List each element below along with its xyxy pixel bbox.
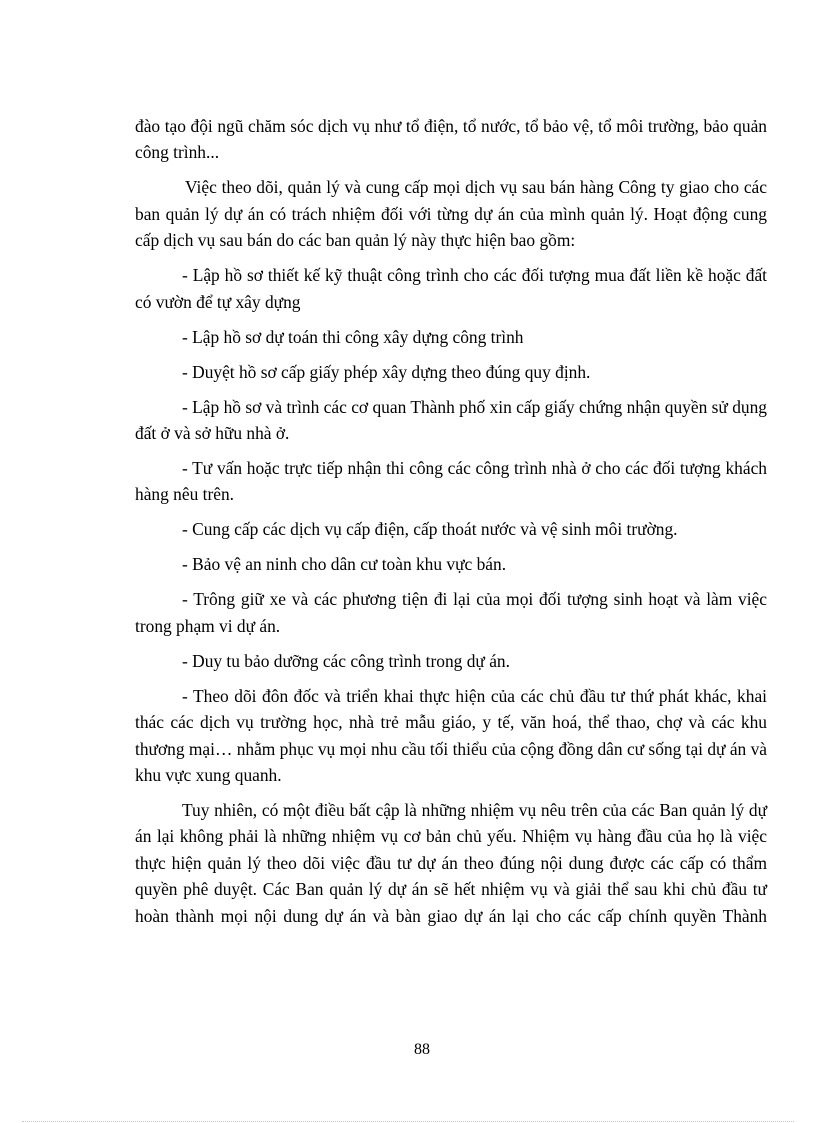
list-item-construction-consulting: - Tư vấn hoặc trực tiếp nhận thi công các công trình nhà ở cho các đối tượng khách hàng nêu trên. bbox=[135, 458, 767, 505]
page-number: 88 bbox=[414, 1041, 430, 1058]
list-item-land-certificate: - Lập hồ sơ và trình các cơ quan Thành phố xin cấp giấy chứng nhận quyền sử dụng đất ở và sở hữu nhà ở. bbox=[135, 396, 767, 444]
list-item-maintenance: - Duy tu bảo dưỡng các công trình trong dự án. bbox=[182, 650, 510, 671]
list-item-utilities: - Cung cấp các dịch vụ cấp điện, cấp thoát nước và vệ sinh môi trường. bbox=[182, 519, 678, 540]
paragraph-however: Tuy nhiên, có một điều bất cập là những nhiệm vụ nêu trên của các Ban quản lý dự án lại không phải là những nhiệm vụ cơ bản chủ yếu. Nhiệm vụ hàng đầu của họ là việc thực hiện quản lý theo dõi việc đầu tư dự án theo đúng nội dung được các cấp có thẩm quyền phê duyệt. Các Ban quản lý dự án sẽ hết nhiệm vụ và giải thể sau khi chủ đầu tư hoàn thành mọi nội dung dự án và bàn giao dự án lại cho các cấp chính quyền Thành bbox=[135, 800, 767, 926]
document-body bbox=[135, 113, 767, 938]
paragraph-after-sales-service: Việc theo dõi, quản lý và cung cấp mọi dịch vụ sau bán hàng Công ty giao cho các ban quản lý dự án có trách nhiệm đối với từng dự án của mình quản lý. Hoạt động cung cấp dịch vụ sau bán do các ban quản lý này thực hiện bao gồm: bbox=[135, 177, 767, 251]
paragraph-continuation: đào tạo đội ngũ chăm sóc dịch vụ như tổ điện, tổ nước, tổ bảo vệ, tổ môi trường, bảo quản công trình... bbox=[135, 116, 767, 163]
list-item-building-permit: - Duyệt hồ sơ cấp giấy phép xây dựng theo đúng quy định. bbox=[182, 361, 591, 382]
list-item-cost-estimate: - Lập hồ sơ dự toán thi công xây dựng công trình bbox=[182, 326, 524, 347]
list-item-monitoring: - Theo dõi đôn đốc và triển khai thực hiện của các chủ đầu tư thứ phát khác, khai thác các dịch vụ trường học, nhà trẻ mẫu giáo, y tế, văn hoá, thể thao, chợ và các khu thương mại… nhằm phục vụ mọi nhu cầu tối thiểu của cộng đồng dân cư sống tại dự án và khu vực xung quanh. bbox=[135, 685, 768, 786]
list-item-technical-design: - Lập hồ sơ thiết kế kỹ thuật công trình cho các đối tượng mua đất liền kề hoặc đất có vườn để tự xây dựng bbox=[135, 265, 767, 312]
list-item-vehicle-parking: - Trông giữ xe và các phương tiện đi lại của mọi đối tượng sinh hoạt và làm việc trong phạm vi dự án. bbox=[135, 589, 767, 636]
list-item-security: - Bảo vệ an ninh cho dân cư toàn khu vực bán. bbox=[182, 554, 507, 575]
page-bottom-edge bbox=[22, 1121, 794, 1122]
